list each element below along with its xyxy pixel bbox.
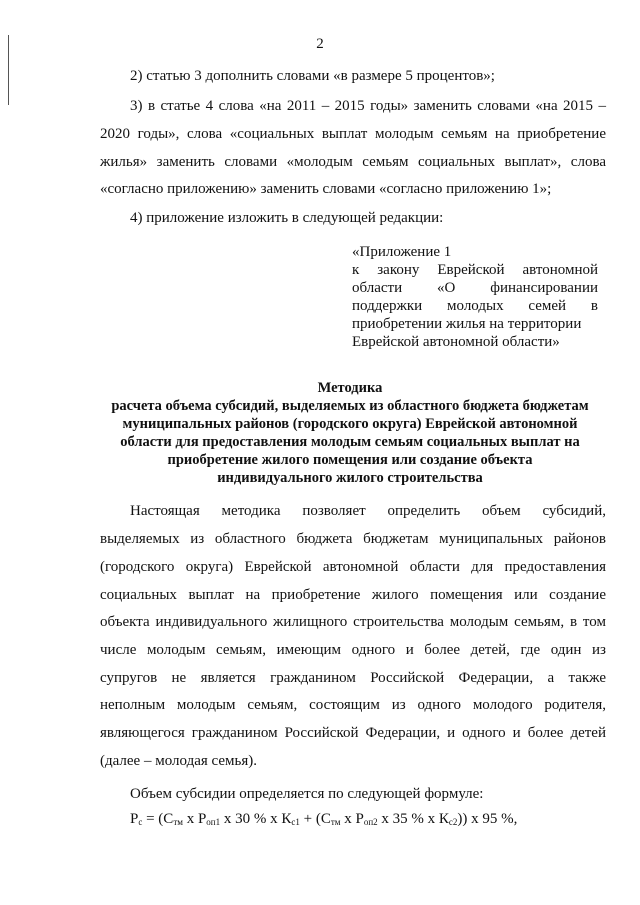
appendix-line: Еврейской автономной области» <box>352 334 560 350</box>
amendment-item-3-line: 3) в статье 4 слова «на 2011 – 2015 годы» заменить словами «на 2015 – <box>130 98 606 114</box>
appendix-line: «Приложение 1 <box>352 244 452 260</box>
formula-part: = (С <box>142 811 174 827</box>
formula-subscript: тм <box>330 817 341 827</box>
formula-subscript: оп2 <box>363 817 378 827</box>
formula-subscript: с2 <box>448 817 458 827</box>
method-paragraph-line: числе молодым семьям, имеющим одного и более детей, где один из <box>100 642 606 658</box>
formula-subscript: с <box>138 817 143 827</box>
appendix-line: области «О финансировании <box>352 280 598 296</box>
method-paragraph-line: объекта индивидуального жилищного строительства молодым семьям, в том <box>100 614 606 630</box>
formula-intro: Объем субсидии определяется по следующей формуле: <box>130 786 484 802</box>
formula-part: х Р <box>182 811 207 827</box>
formula-subscript: тм <box>173 817 183 827</box>
method-paragraph-line: (городского округа) Еврейской автономной области для предоставления <box>100 559 606 575</box>
method-subheading-line: приобретение жилого помещения или создание объекта <box>167 452 533 468</box>
amendment-item-4: 4) приложение изложить в следующей редакции: <box>130 210 444 226</box>
amendment-item-3-line: жилья» заменить словами «молодым семьям социальных выплат», слова <box>100 154 606 170</box>
formula-part: х 35 % х К <box>377 811 449 827</box>
method-heading: Методика <box>317 380 383 396</box>
appendix-line: к закону Еврейской автономной <box>352 262 598 278</box>
formula-part: х Р <box>340 811 364 827</box>
formula-subscript: оп1 <box>206 817 221 827</box>
method-paragraph-line: супругов не является гражданином Российской Федерации, а также <box>100 670 606 686</box>
method-paragraph-line: неполным молодым семьям, состоящим из одного молодого родителя, <box>100 697 606 713</box>
method-paragraph-line: выделяемых из областного бюджета бюджетам муниципальных районов <box>100 531 606 547</box>
formula-part: Р <box>130 811 139 827</box>
formula-subscript: с1 <box>291 817 300 827</box>
method-subheading-line: расчета объема субсидий, выделяемых из областного бюджета бюджетам <box>111 398 589 414</box>
method-subheading-line: индивидуального жилого строительства <box>217 470 483 486</box>
formula-part: х 30 % х К <box>220 811 292 827</box>
method-subheading-line: области для предоставления молодым семьям социальных выплат на <box>120 434 580 450</box>
method-paragraph-line: являющегося гражданином Российской Федерации, и одного и более детей <box>100 725 606 741</box>
appendix-line: поддержки молодых семей в <box>352 298 598 314</box>
amendment-item-3-line: «согласно приложению» заменить словами «согласно приложению 1»; <box>100 181 552 197</box>
method-subheading-line: муниципальных районов (городского округа) Еврейской автономной <box>122 416 578 432</box>
appendix-line: приобретении жилья на территории <box>352 316 582 332</box>
formula-part: + (С <box>299 811 331 827</box>
formula <box>100 811 606 828</box>
formula-part: )) х 95 %, <box>457 811 518 827</box>
method-paragraph-line: социальных выплат на приобретение жилого помещения или создание <box>100 587 606 603</box>
method-paragraph-line: Настоящая методика позволяет определить объем субсидий, <box>130 503 606 519</box>
amendment-item-3-line: 2020 годы», слова «социальных выплат молодым семьям на приобретение <box>100 126 606 142</box>
page-number: 2 <box>316 36 324 52</box>
amendment-item-2: 2) статью 3 дополнить словами «в размере 5 процентов»; <box>130 68 495 84</box>
method-paragraph-line: (далее – молодая семья). <box>100 753 257 769</box>
